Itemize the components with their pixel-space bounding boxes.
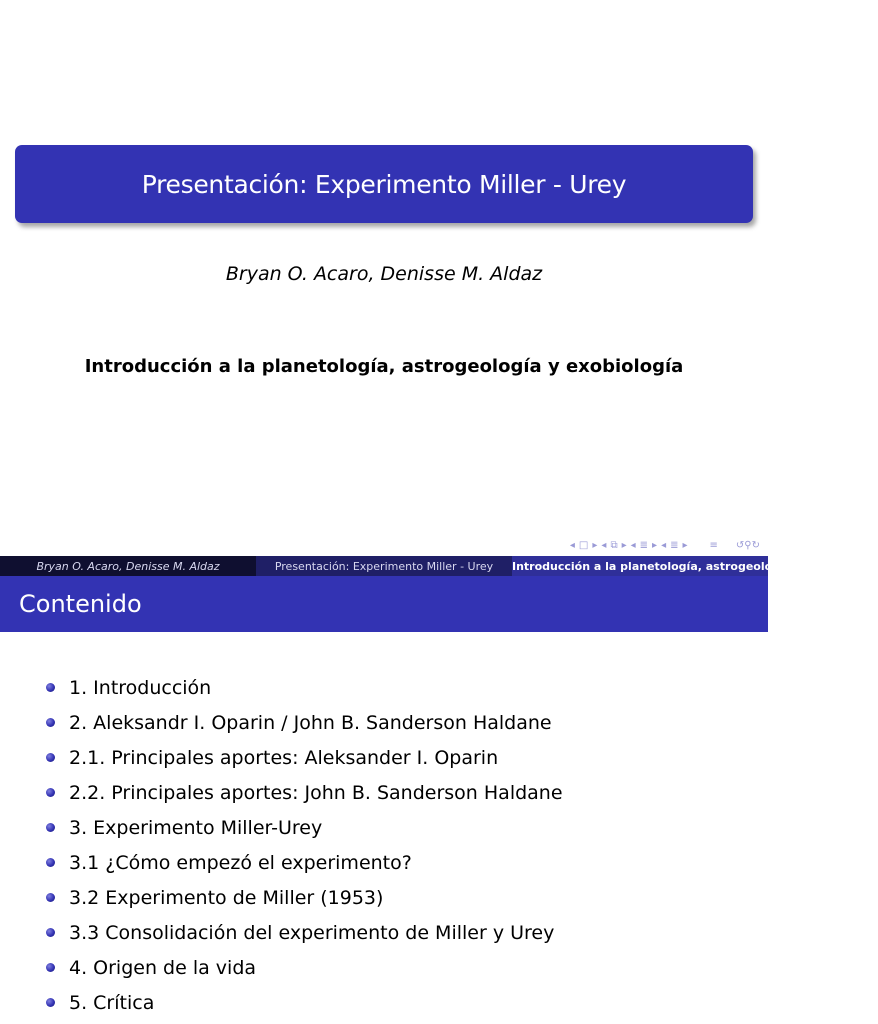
bullet-icon (46, 683, 55, 692)
toc-item[interactable] (46, 880, 563, 915)
toc-item-label: 3.1 ¿Cómo empezó el experimento? (69, 851, 412, 874)
toc-item-label: 2. Aleksandr I. Oparin / John B. Sanderson Haldane (69, 711, 552, 734)
nav-right-icon[interactable]: ▸ (592, 539, 598, 551)
toc-item[interactable] (46, 810, 563, 845)
bullet-icon (46, 788, 55, 797)
bullet-icon (46, 963, 55, 972)
title-box (15, 145, 753, 223)
toc-item-label: 4. Origen de la vida (69, 956, 257, 979)
title-slide (0, 0, 768, 556)
headline-institute: Introducción a la planetología, astrogeología y exobiología (512, 556, 768, 576)
toc-item-label: 2.1. Principales aportes: Aleksander I. Oparin (69, 746, 499, 769)
toc-item-label: 1. Introducción (69, 676, 212, 699)
toc-item-label: 3.2 Experimento de Miller (1953) (69, 886, 384, 909)
toc-item[interactable] (46, 775, 563, 810)
frametitle: Contenido (19, 590, 142, 618)
nav-right-icon[interactable]: ▸ (621, 539, 627, 551)
toc-item[interactable] (46, 845, 563, 880)
frame-icon[interactable]: □ (578, 539, 589, 551)
institute: Introducción a la planetología, astrogeología y exobiología (84, 356, 684, 377)
beamer-navigation-bar (570, 538, 760, 552)
toc-item-label: 3. Experimento Miller-Urey (69, 816, 323, 839)
bullet-icon (46, 718, 55, 727)
nav-left-icon[interactable]: ◂ (661, 539, 667, 551)
subsection-icon[interactable]: ⧉ (610, 539, 618, 551)
section-icon[interactable]: ≣ (639, 539, 649, 551)
search-icon[interactable]: ↺⚲↻ (735, 539, 760, 551)
section-icon[interactable]: ≣ (670, 539, 679, 551)
nav-left-icon[interactable]: ◂ (601, 539, 607, 551)
bullet-icon (46, 753, 55, 762)
toc-item[interactable] (46, 740, 563, 775)
bullet-icon (46, 928, 55, 937)
toc-item-label: 2.2. Principales aportes: John B. Sanderson Haldane (69, 781, 563, 804)
toc-item[interactable] (46, 915, 563, 950)
table-of-contents (46, 670, 563, 1020)
bullet-icon (46, 998, 55, 1007)
bullet-icon (46, 823, 55, 832)
nav-left-icon[interactable]: ◂ (630, 539, 636, 551)
frametitle-bar (0, 576, 768, 632)
toc-item[interactable] (46, 985, 563, 1020)
contents-slide (0, 556, 878, 1024)
toc-item[interactable] (46, 705, 563, 740)
toc-item[interactable] (46, 950, 563, 985)
nav-right-icon[interactable]: ▸ (682, 539, 688, 551)
list-icon[interactable]: ≡ (709, 539, 718, 551)
bullet-icon (46, 858, 55, 867)
presentation-title: Presentación: Experimento Miller - Urey (141, 169, 627, 199)
headline-author: Bryan O. Acaro, Denisse M. Aldaz (0, 556, 256, 576)
headline-bar (0, 556, 878, 576)
nav-left-icon[interactable]: ◂ (569, 539, 575, 551)
toc-item-label: 3.3 Consolidación del experimento de Miller y Urey (69, 921, 555, 944)
bullet-icon (46, 893, 55, 902)
nav-right-icon[interactable]: ▸ (652, 539, 658, 551)
toc-item-label: 5. Crítica (69, 991, 155, 1014)
authors: Bryan O. Acaro, Denisse M. Aldaz (225, 263, 543, 285)
headline-title: Presentación: Experimento Miller - Urey (256, 556, 512, 576)
toc-item[interactable] (46, 670, 563, 705)
